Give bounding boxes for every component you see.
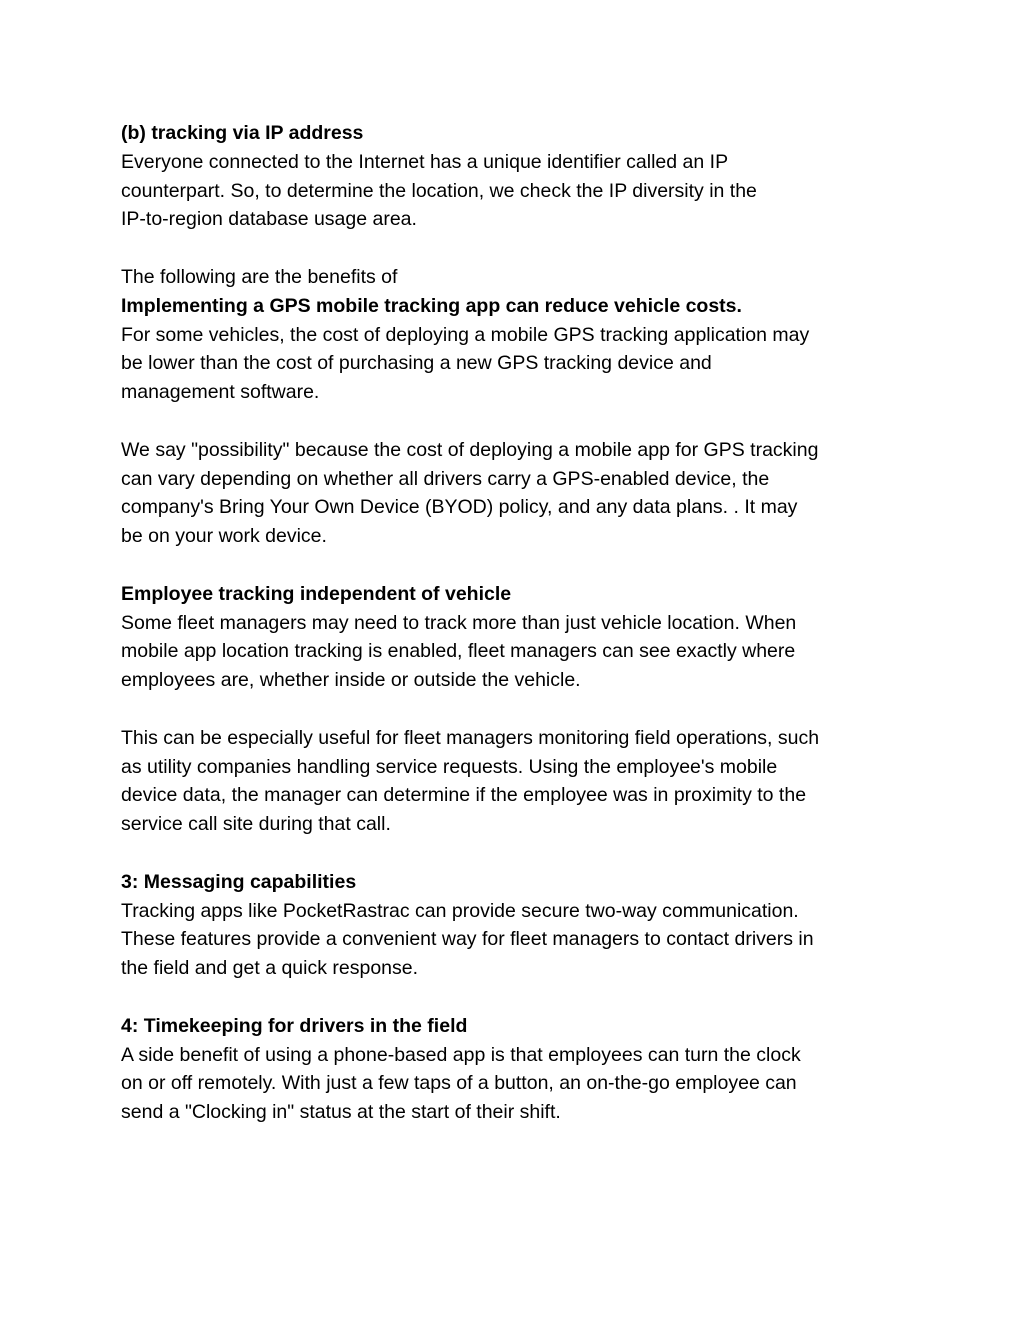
body-line: employees are, whether inside or outside the vehicle. bbox=[121, 669, 581, 692]
paragraph-gap bbox=[121, 407, 921, 436]
section-heading: Implementing a GPS mobile tracking app can reduce vehicle costs. bbox=[121, 294, 742, 317]
body-line: be on your work device. bbox=[121, 525, 327, 548]
paragraph-gap bbox=[121, 983, 921, 1012]
section-heading: 3: Messaging capabilities bbox=[121, 870, 357, 893]
benefits-cost-section bbox=[121, 263, 921, 407]
body-line: device data, the manager can determine if the employee was in proximity to the bbox=[121, 784, 807, 807]
document-page bbox=[121, 119, 921, 1127]
body-line: IP-to-region database usage area. bbox=[121, 208, 417, 231]
body-line: A side benefit of using a phone-based app is that employees can turn the clock bbox=[121, 1043, 801, 1066]
body-line: Some fleet managers may need to track more than just vehicle location. When bbox=[121, 611, 797, 634]
body-line: Tracking apps like PocketRastrac can provide secure two-way communication. bbox=[121, 899, 799, 922]
section-heading: (b) tracking via IP address bbox=[121, 122, 364, 144]
section-heading: 4: Timekeeping for drivers in the field bbox=[121, 1014, 468, 1037]
section-heading: Employee tracking independent of vehicle bbox=[121, 582, 512, 605]
body-line: These features provide a convenient way for fleet managers to contact drivers in bbox=[121, 928, 814, 951]
body-line: This can be especially useful for fleet managers monitoring field operations, such bbox=[121, 726, 820, 749]
field-operations-paragraph bbox=[121, 724, 921, 839]
paragraph-gap bbox=[121, 234, 921, 263]
body-line: Everyone connected to the Internet has a unique identifier called an IP bbox=[121, 150, 729, 173]
ip-tracking-section bbox=[121, 119, 921, 234]
body-line: send a "Clocking in" status at the start of their shift. bbox=[121, 1101, 561, 1124]
employee-tracking-section bbox=[121, 580, 921, 695]
body-line: service call site during that call. bbox=[121, 813, 391, 836]
body-line: For some vehicles, the cost of deploying a mobile GPS tracking application may bbox=[121, 323, 810, 346]
body-line: counterpart. So, to determine the location, we check the IP diversity in the bbox=[121, 179, 757, 202]
body-line: as utility companies handling service requests. Using the employee's mobile bbox=[121, 755, 778, 778]
body-line: the field and get a quick response. bbox=[121, 957, 419, 980]
body-line: management software. bbox=[121, 381, 320, 404]
paragraph-gap bbox=[121, 695, 921, 724]
paragraph-gap bbox=[121, 551, 921, 580]
messaging-section bbox=[121, 868, 921, 983]
body-line: We say "possibility" because the cost of deploying a mobile app for GPS tracking bbox=[121, 438, 819, 461]
possibility-paragraph bbox=[121, 436, 921, 551]
paragraph-gap bbox=[121, 839, 921, 868]
body-line: on or off remotely. With just a few taps of a button, an on-the-go employee can bbox=[121, 1072, 797, 1095]
timekeeping-section bbox=[121, 1012, 921, 1127]
body-line: company's Bring Your Own Device (BYOD) policy, and any data plans. . It may bbox=[121, 496, 798, 519]
intro-line: The following are the benefits of bbox=[121, 265, 398, 288]
body-line: be lower than the cost of purchasing a new GPS tracking device and bbox=[121, 352, 712, 375]
body-line: can vary depending on whether all drivers carry a GPS-enabled device, the bbox=[121, 467, 770, 490]
body-line: mobile app location tracking is enabled, fleet managers can see exactly where bbox=[121, 640, 796, 663]
